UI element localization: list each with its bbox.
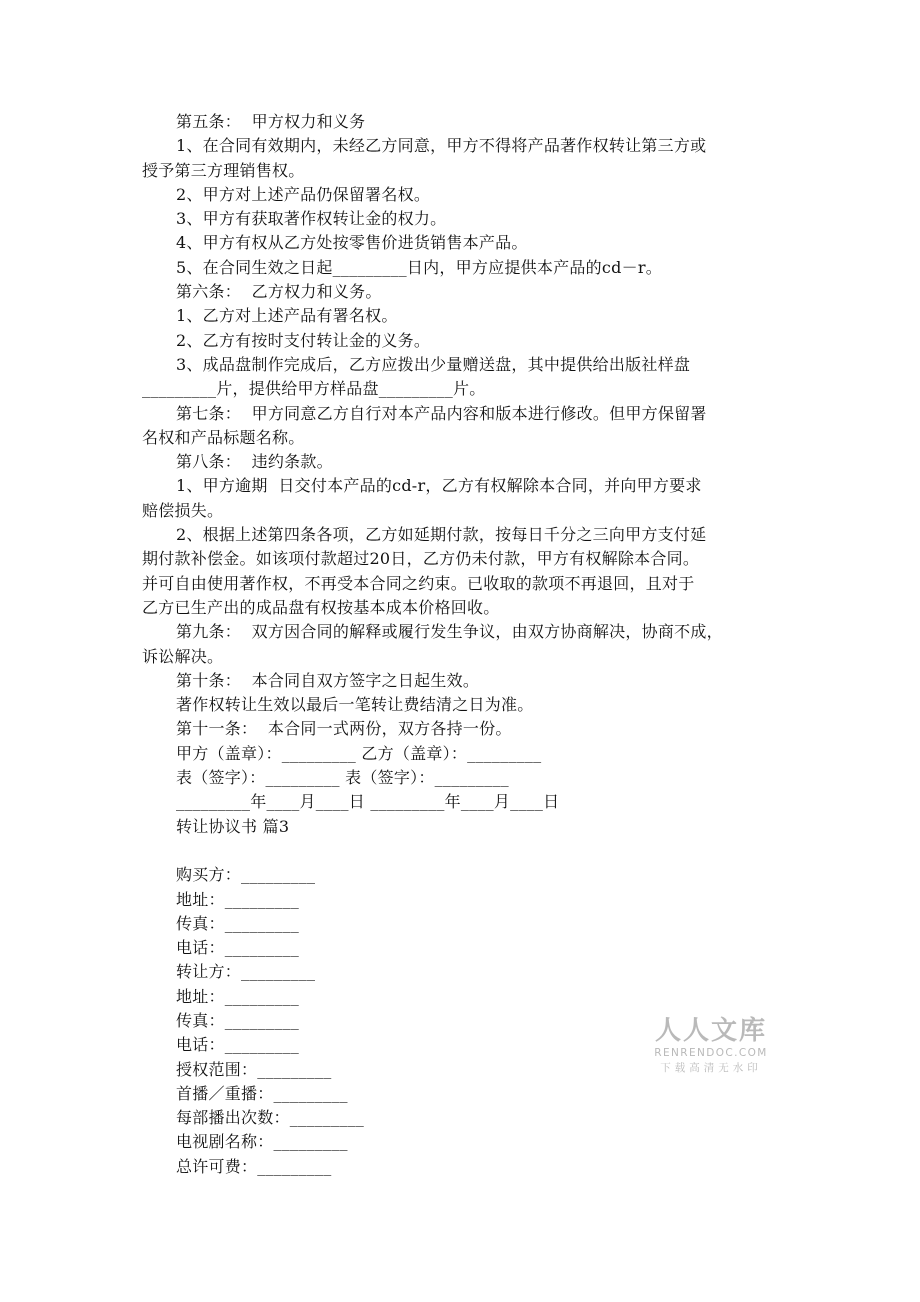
text-line: 1、乙方对上述产品有署名权。 [176,306,398,326]
text-line: 期付款补偿金。如该项付款超过20日，乙方仍未付款，甲方有权解除本合同。 [142,549,700,569]
text-line: 第十一条： 本合同一式两份，双方各持一份。 [176,719,512,739]
text-line: 电话：_________ [176,1035,300,1055]
text-line: 乙方已生产出的成品盘有权按基本成本价格回收。 [142,597,500,617]
text-line: 传真：_________ [176,1010,300,1030]
text-line: _________片，提供给甲方样品盘_________片。 [142,379,486,399]
text-line: 赔偿损失。 [142,500,224,520]
text-line: 第五条： 甲方权力和义务 [176,112,366,131]
text-line: 电话：_________ [176,938,300,958]
text-line: 转让协议书 篇3 [176,816,290,836]
text-line: 并可自由使用著作权，不再受本合同之约束。已收取的款项不再退回，且对于 [142,573,695,593]
text-line: 第十条： 本合同自双方签字之日起生效。 [176,670,480,690]
text-line: 转让方：_________ [176,962,316,982]
text-line: 总许可费：_________ [176,1156,332,1176]
text-line: 购买方：_________ [176,865,316,885]
watermark-tagline: 下载高清无水印 [660,1062,762,1074]
text-line: 1、甲方逾期 日交付本产品的cd-r，乙方有权解除本合同，并向甲方要求 [176,476,702,496]
watermark-url: RENRENDOC.COM [654,1047,768,1059]
text-line: 著作权转让生效以最后一笔转让费结清之日为准。 [176,695,534,715]
text-line: 3、成品盘制作完成后，乙方应拨出少量赠送盘，其中提供给出版社样盘 [176,354,691,374]
text-line: 第九条： 双方因合同的解释或履行发生争议，由双方协商解决，协商不成， [176,622,723,642]
text-line: 每部播出次数：_________ [176,1108,365,1128]
blank-line [142,839,787,863]
text-line: 诉讼解决。 [142,646,224,666]
text-line: _________年____月____日 _________年____月____日 [176,792,560,812]
text-line: 甲方（盖章）：_________ 乙方（盖章）：_________ [176,743,542,763]
text-line: 地址：_________ [176,986,300,1006]
text-line: 首播／重播：_________ [176,1083,348,1103]
text-line: 授予第三方理销售权。 [142,160,305,180]
text-line: 5、在合同生效之日起_________日内，甲方应提供本产品的cd－r。 [176,257,663,277]
watermark-title: 人人文库 [654,1016,767,1046]
text-line: 2、甲方对上述产品仍保留署名权。 [176,184,431,204]
text-line: 名权和产品标题名称。 [142,427,305,447]
text-line: 1、在合同有效期内，未经乙方同意，甲方不得将产品著作权转让第三方或 [176,136,707,156]
text-line: 第七条： 甲方同意乙方自行对本产品内容和版本进行修改。但甲方保留署 [176,403,707,423]
text-line: 4、甲方有权从乙方处按零售价进货销售本产品。 [176,233,528,253]
text-line: 传真：_________ [176,913,300,933]
text-line: 授权范围：_________ [176,1059,332,1079]
watermark-logo [646,1016,776,1076]
text-line: 2、乙方有按时支付转让金的义务。 [176,330,431,350]
text-line: 地址：_________ [176,889,300,909]
text-line: 第六条： 乙方权力和义务。 [176,282,382,302]
text-line: 电视剧名称：_________ [176,1132,348,1152]
text-line: 第八条： 违约条款。 [176,452,333,472]
text-line: 表（签字）：_________ 表（签字）：_________ [176,768,509,788]
text-line: 2、根据上述第四条各项，乙方如延期付款，按每日千分之三向甲方支付延 [176,525,707,545]
text-line: 3、甲方有获取著作权转让金的权力。 [176,209,447,229]
